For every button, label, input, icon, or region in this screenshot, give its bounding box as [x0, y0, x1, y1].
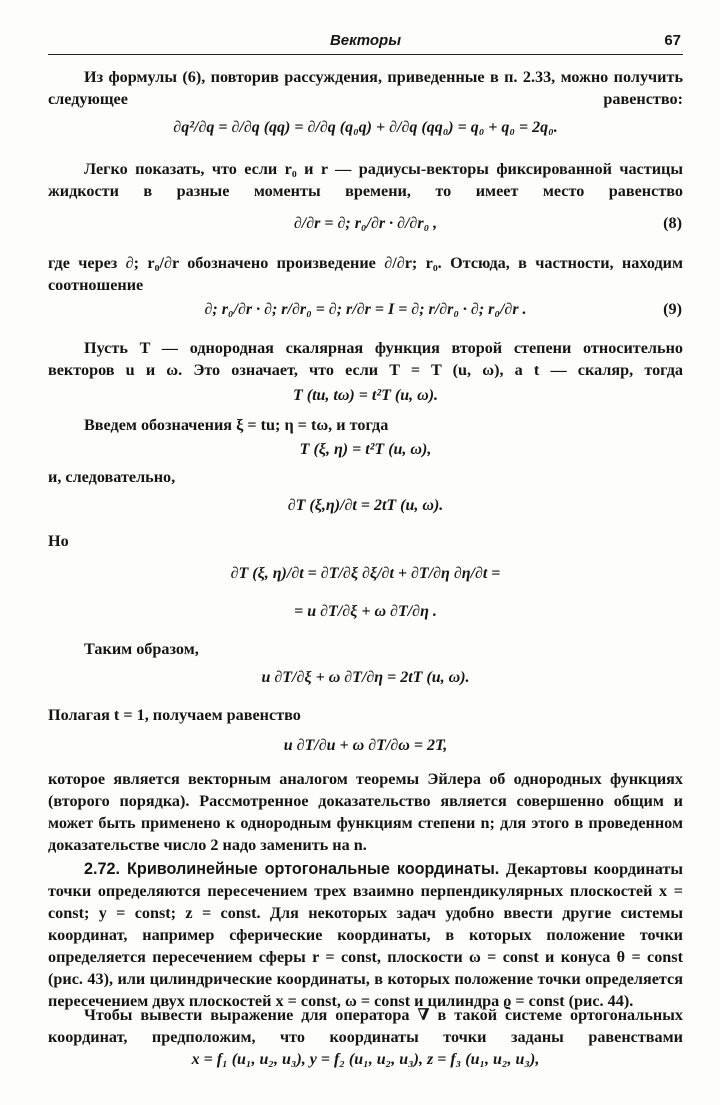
paragraph-5: Введем обозначения ξ = tu; η = tω, и тогда [84, 416, 389, 434]
paragraph-3: где через ∂; r₀/∂r обозначено произведение ∂/∂r; r₀. Отсюда, в частности, находим соотношение [48, 254, 683, 294]
paragraph-9: Полагая t = 1, получаем равенство [48, 706, 301, 724]
section-2-72-text: Декартовы координаты точки определяются пересечением трех взаимно перпендикулярных плоскостей x = const; y = const; z = const. Для некоторых задач удобно ввести другие системы координат, например сферические координаты, в которых положение точки определяется пересечением сферы r = const, плоскости ω = const и конуса θ = const (рис. 43), или цилиндрические координаты, в которых положение точки определяется пересечением двух плоскостей x = const, ω = const и цилиндра ϱ = const (рис. 44). [48, 860, 683, 1010]
paragraph-10: которое является векторным аналогом теоремы Эйлера об однородных функциях (второго порядка). Рассмотренное доказательство является совершенно общим и может быть применено к однородным функциям степени n; для этого в проведенном доказательстве число 2 надо заменить на n. [48, 770, 683, 854]
equation-euler: u ∂T/∂u + ω ∂T/∂ω = 2T, [283, 737, 448, 754]
equation-T: T (tu, tω) = t²T (u, ω). [292, 387, 439, 404]
section-2-72 [48, 858, 683, 1012]
equation-9-number: (9) [663, 300, 682, 318]
section-title: 2.72. Криволинейные ортогональные координаты. [84, 860, 500, 878]
equation-chain-2: = u ∂T/∂ξ + ω ∂T/∂η . [294, 603, 437, 620]
equation-8-number: (8) [663, 214, 682, 232]
paragraph-12: Чтобы вывести выражение для оператора ∇ в такой системе ортогональных координат, предположим, что координаты точки заданы равенствами [48, 1006, 683, 1046]
equation-chain-1: ∂T (ξ, η)/∂t = ∂T/∂ξ ∂ξ/∂t + ∂T/∂η ∂η/∂t = [230, 565, 501, 582]
running-title: Векторы [329, 32, 402, 49]
equation-8: ∂/∂r = ∂; r₀/∂r · ∂/∂r₀ , [293, 215, 438, 232]
equation-dTdt: ∂T (ξ,η)/∂t = 2tT (u, ω). [287, 497, 444, 514]
equation-coords: x = f₁ (u₁, u₂, u₃), y = f₂ (u₁, u₂, u₃), z = f₃ (u₁, u₂, u₃), [191, 1051, 540, 1068]
paragraph-1: Из формулы (6), повторив рассуждения, приведенные в п. 2.33, можно получить следующее равенство: [48, 68, 683, 108]
equation-result: u ∂T/∂ξ + ω ∂T/∂η = 2tT (u, ω). [261, 669, 470, 686]
paragraph-6: и, следовательно, [48, 468, 176, 486]
equation-T-xi: T (ξ, η) = t²T (u, ω), [299, 441, 432, 458]
paragraph-2: Легко показать, что если r₀ и r — радиусы-векторы фиксированной частицы жидкости в разные моменты времени, то имеет место равенство [48, 160, 683, 200]
equation-9: ∂; r₀/∂r · ∂; r/∂r₀ = ∂; r/∂r = I = ∂; r/∂r₀ · ∂; r₀/∂r . [204, 301, 527, 318]
paragraph-7: Но [48, 532, 69, 550]
page-header [48, 30, 683, 55]
paragraph-4: Пусть T — однородная скалярная функция второй степени относительно векторов u и ω. Это означает, что если T = T (u, ω), а t — скаляр, тогда [48, 339, 683, 379]
equation-1: ∂q²/∂q = ∂/∂q (qq) = ∂/∂q (q₀q) + ∂/∂q (qq₀) = q₀ + q₀ = 2q₀. [173, 119, 558, 136]
paragraph-8: Таким образом, [84, 640, 199, 658]
page-number: 67 [664, 32, 681, 49]
